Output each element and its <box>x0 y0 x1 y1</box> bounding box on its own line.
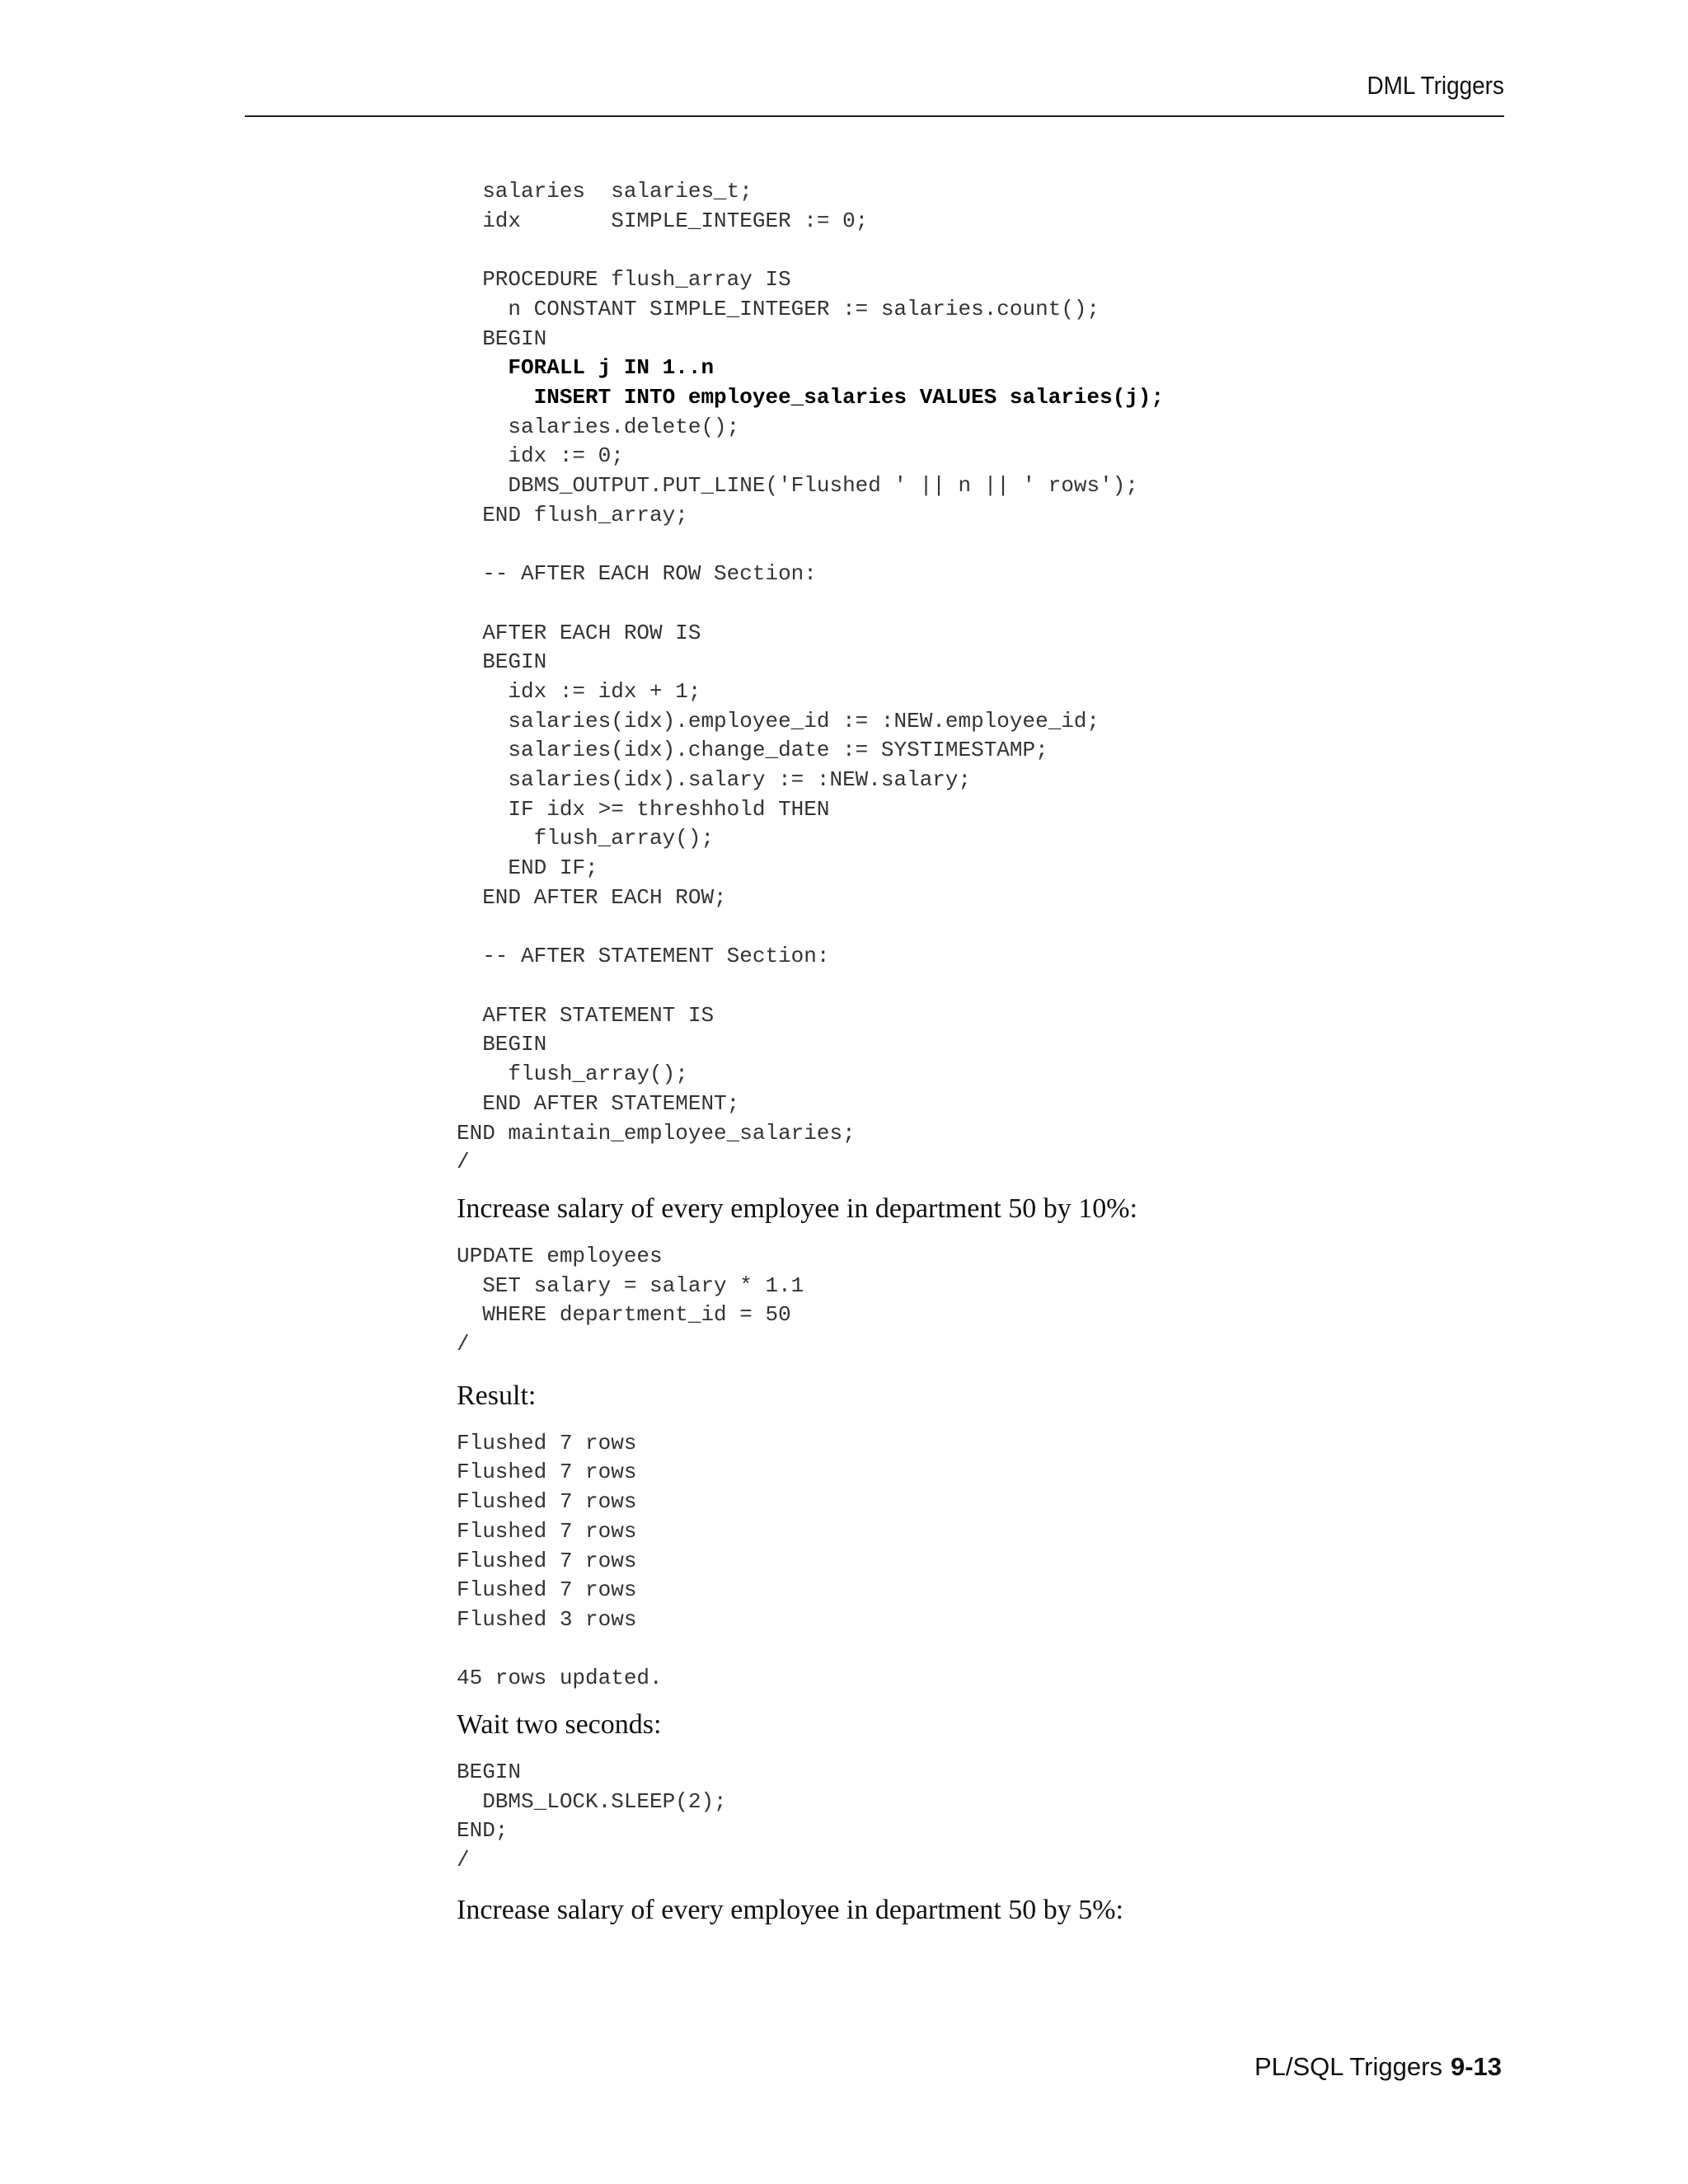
code-segment-after-bold: salaries.delete(); idx := 0; DBMS_OUTPUT.PUT_LINE('Flushed ' || n || ' rows'); END flush_array; -- AFTER EACH ROW Section: AFTER EACH ROW IS BEGIN idx := idx + 1; salaries(idx).employee_id := :NEW.employee_id; salaries(idx).change_date := SYSTIMESTAMP; salaries(idx).salary := :NEW.salary; IF idx >= threshhold THEN flush_array(); END IF; END AFTER EACH ROW; -- AFTER STATEMENT Section: AFTER STATEMENT IS BEGIN flush_array(); END AFTER STATEMENT; END maintain_employee_salaries; / <box>457 414 1138 1175</box>
paragraph-wait: Wait two seconds: <box>457 1709 662 1741</box>
paragraph-result: Result: <box>457 1380 537 1411</box>
code-segment-bold-forall: FORALL j IN 1..n INSERT INTO employee_salaries VALUES salaries(j); <box>508 355 1165 410</box>
page-footer <box>1254 2052 1502 2082</box>
footer-page-number: 9-13 <box>1450 2052 1502 2081</box>
page-content <box>457 177 1520 1927</box>
paragraph-increase-10-percent: Increase salary of every employee in department 50 by 10%: <box>457 1193 1138 1224</box>
code-segment-before-bold: salaries salaries_t; idx SIMPLE_INTEGER := 0; PROCEDURE flush_array IS n CONSTANT SIMPLE_INTEGER := salaries.count(); BEGIN <box>482 179 1100 351</box>
running-head-title: DML Triggers <box>1367 71 1504 100</box>
header-rule <box>245 115 1504 117</box>
code-block-sleep: BEGIN DBMS_LOCK.SLEEP(2); END; / <box>457 1760 727 1873</box>
code-block-result-output: Flushed 7 rows Flushed 7 rows Flushed 7 rows Flushed 7 rows Flushed 7 rows Flushed 7 rows Flushed 3 rows 45 rows updated. <box>457 1430 663 1691</box>
paragraph-increase-5-percent: Increase salary of every employee in department 50 by 5%: <box>457 1894 1124 1925</box>
code-block-trigger-body <box>457 177 1520 1178</box>
footer-chapter-title: PL/SQL Triggers <box>1254 2052 1442 2081</box>
code-block-update-10: UPDATE employees SET salary = salary * 1.1 WHERE department_id = 50 / <box>457 1243 804 1357</box>
